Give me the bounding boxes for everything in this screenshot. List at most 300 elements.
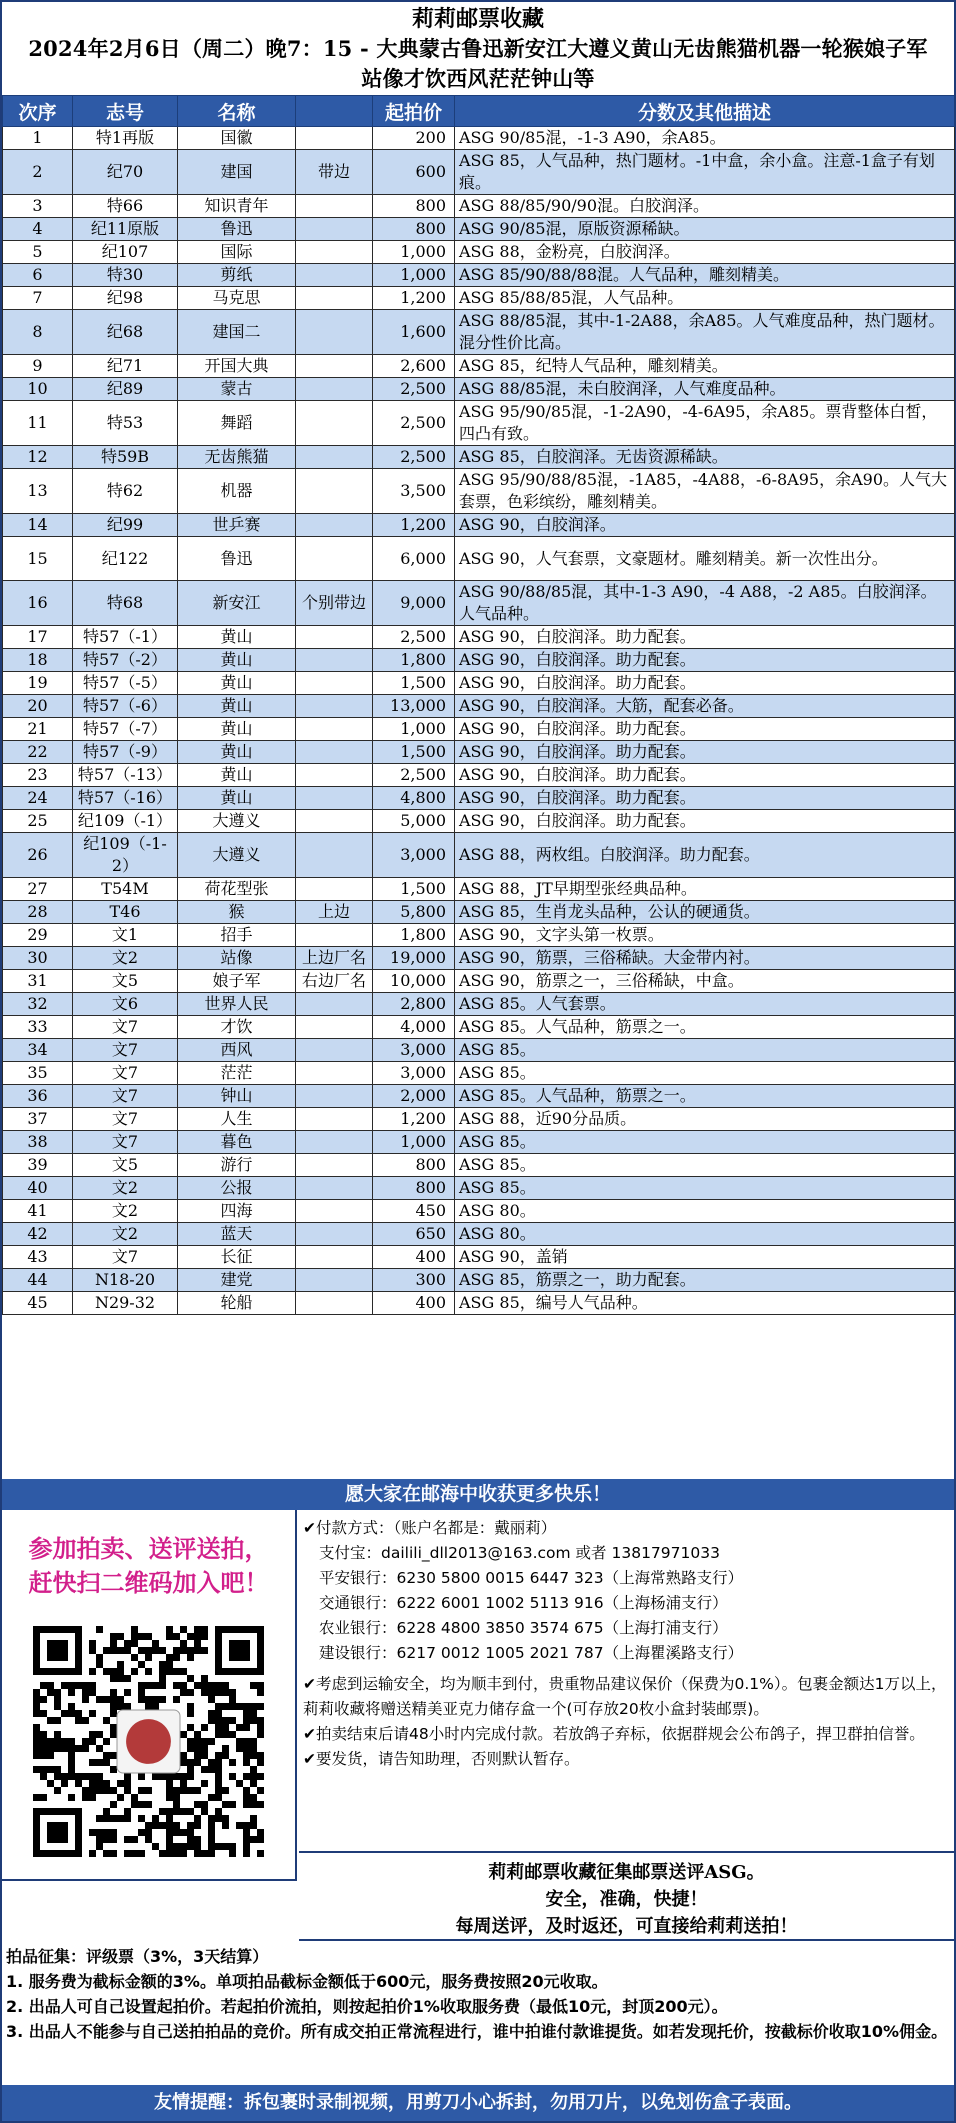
qr-module — [110, 1640, 117, 1647]
qr-module — [243, 1773, 250, 1780]
qr-module — [201, 1745, 208, 1752]
qr-module — [54, 1696, 61, 1703]
qr-module — [180, 1773, 187, 1780]
qr-module — [187, 1647, 194, 1654]
col-header-note — [296, 96, 373, 127]
lot-description: ASG 90，文字头第一枚票。 — [455, 924, 955, 947]
qr-module — [131, 1850, 138, 1857]
stamp-name: 娘子军 — [178, 970, 296, 993]
qr-module — [117, 1647, 124, 1654]
qr-module — [33, 1689, 40, 1696]
table-row — [3, 741, 955, 764]
lot-description: ASG 85。 — [455, 1154, 955, 1177]
stamp-name: 黄山 — [178, 787, 296, 810]
qr-module — [40, 1745, 47, 1752]
qr-module — [68, 1745, 75, 1752]
qr-module — [166, 1843, 173, 1850]
qr-module — [257, 1836, 264, 1843]
table-row — [3, 1292, 955, 1315]
stamp-note — [296, 1062, 373, 1085]
qr-module — [208, 1843, 215, 1850]
lot-number: 16 — [3, 581, 73, 626]
page-title: 莉莉邮票收藏 — [411, 6, 544, 32]
qr-module — [131, 1654, 138, 1661]
lot-description: ASG 88，JT早期型张经典品种。 — [455, 878, 955, 901]
lot-number: 35 — [3, 1062, 73, 1085]
qr-module — [215, 1724, 222, 1731]
qr-module — [103, 1752, 110, 1759]
col-header-name: 名称 — [178, 96, 296, 127]
stamp-note — [296, 1085, 373, 1108]
qr-module — [194, 1738, 201, 1745]
qr-module — [47, 1752, 54, 1759]
qr-module — [33, 1745, 40, 1752]
qr-module — [110, 1850, 117, 1857]
qr-module — [222, 1801, 229, 1808]
stamp-name: 站像 — [178, 947, 296, 970]
promo-panel — [2, 1510, 297, 1881]
qr-module — [187, 1738, 194, 1745]
qr-module — [138, 1696, 145, 1703]
qr-module — [250, 1773, 257, 1780]
qr-module — [138, 1829, 145, 1836]
qr-module — [152, 1696, 159, 1703]
qr-module — [89, 1640, 96, 1647]
table-row — [3, 1200, 955, 1223]
stamp-note — [296, 672, 373, 695]
qr-module — [201, 1780, 208, 1787]
start-price: 2,500 — [373, 626, 455, 649]
qr-module — [208, 1850, 215, 1857]
stamp-code: 文7 — [73, 1108, 178, 1131]
qr-module — [215, 1717, 222, 1724]
page-subtitle-line2: 站像才饮西风茫茫钟山等 — [361, 66, 595, 91]
qr-module — [138, 1850, 145, 1857]
qr-module — [110, 1766, 117, 1773]
qr-module — [166, 1836, 173, 1843]
qr-module — [96, 1843, 103, 1850]
lot-description: ASG 85。人气套票。 — [455, 993, 955, 1016]
qr-module — [243, 1752, 250, 1759]
qr-module — [82, 1682, 89, 1689]
qr-module — [159, 1661, 166, 1668]
qr-module — [229, 1843, 236, 1850]
qr-module — [201, 1808, 208, 1815]
table-row — [3, 1062, 955, 1085]
stamp-code: 纪71 — [73, 355, 178, 378]
start-price: 10,000 — [373, 970, 455, 993]
stamp-note — [296, 469, 373, 514]
qr-module — [187, 1843, 194, 1850]
stamp-note — [296, 1016, 373, 1039]
qr-module — [117, 1703, 124, 1710]
start-price: 2,000 — [373, 1085, 455, 1108]
qr-module — [173, 1773, 180, 1780]
qr-module — [96, 1626, 103, 1633]
qr-module — [222, 1815, 229, 1822]
qr-module — [89, 1682, 96, 1689]
table-row — [3, 649, 955, 672]
stamp-name: 大遵义 — [178, 833, 296, 878]
stamp-code: 特57（-5） — [73, 672, 178, 695]
lot-description: ASG 90，白胶润泽。助力配套。 — [455, 718, 955, 741]
stamp-code: 文2 — [73, 1200, 178, 1223]
table-row — [3, 1246, 955, 1269]
qr-module — [187, 1703, 194, 1710]
qr-module — [110, 1815, 117, 1822]
qr-module — [110, 1836, 117, 1843]
qr-module — [180, 1808, 187, 1815]
lot-number: 27 — [3, 878, 73, 901]
qr-module — [180, 1829, 187, 1836]
qr-module — [243, 1794, 250, 1801]
qr-module — [187, 1724, 194, 1731]
qr-module — [159, 1682, 166, 1689]
qr-module — [103, 1850, 110, 1857]
start-price: 5,000 — [373, 810, 455, 833]
stamp-note — [296, 264, 373, 287]
qr-module — [103, 1829, 110, 1836]
qr-module — [131, 1668, 138, 1675]
qr-module — [89, 1850, 96, 1857]
stamp-note — [296, 1039, 373, 1062]
qr-module — [152, 1640, 159, 1647]
qr-module — [89, 1647, 96, 1654]
qr-module — [250, 1766, 257, 1773]
stamp-note — [296, 626, 373, 649]
qr-module — [201, 1850, 208, 1857]
qr-module — [187, 1836, 194, 1843]
start-price: 13,000 — [373, 695, 455, 718]
payment-note: ✔要发货，请告知助理，否则默认暂存。 — [303, 1750, 580, 1768]
lot-number: 17 — [3, 626, 73, 649]
qr-module — [75, 1773, 82, 1780]
asg-service-box — [299, 1851, 954, 1941]
start-price: 4,000 — [373, 1016, 455, 1039]
qr-module — [152, 1773, 159, 1780]
qr-module — [96, 1815, 103, 1822]
stamp-note — [296, 218, 373, 241]
lot-description: ASG 80。 — [455, 1223, 955, 1246]
qr-module — [201, 1682, 208, 1689]
table-row — [3, 581, 955, 626]
qr-module — [180, 1682, 187, 1689]
lot-description: ASG 85。 — [455, 1131, 955, 1154]
lot-number: 3 — [3, 195, 73, 218]
start-price: 1,000 — [373, 241, 455, 264]
qr-module — [145, 1703, 152, 1710]
stamp-code: 文7 — [73, 1016, 178, 1039]
lot-description: ASG 85，人气品种，热门题材。-1中盒，余小盒。注意-1盒子有划痕。 — [455, 150, 955, 195]
qr-module — [117, 1675, 124, 1682]
stamp-note — [296, 446, 373, 469]
qr-module — [215, 1794, 222, 1801]
qr-finder — [47, 1640, 68, 1661]
stamp-note — [296, 833, 373, 878]
qr-module — [131, 1794, 138, 1801]
qr-module — [145, 1682, 152, 1689]
page-subtitle-line1: 2024年2月6日（周二）晚7：15 - 大典蒙古鲁迅新安江大遵义黄山无齿熊猫机器一轮猴娘子军 — [28, 36, 928, 61]
start-price: 1,500 — [373, 672, 455, 695]
qr-module — [82, 1787, 89, 1794]
qr-module — [89, 1710, 96, 1717]
lot-number: 36 — [3, 1085, 73, 1108]
start-price: 2,600 — [373, 355, 455, 378]
qr-module — [222, 1689, 229, 1696]
stamp-note: 右边厂名 — [296, 970, 373, 993]
qr-module — [257, 1787, 264, 1794]
qr-module — [103, 1787, 110, 1794]
lot-description: ASG 90，白胶润泽。大筋，配套必备。 — [455, 695, 955, 718]
qr-module — [243, 1843, 250, 1850]
qr-module — [124, 1703, 131, 1710]
stamp-note — [296, 649, 373, 672]
qr-module — [110, 1675, 117, 1682]
qr-module — [68, 1794, 75, 1801]
qr-module — [201, 1633, 208, 1640]
table-row — [3, 218, 955, 241]
stamp-note — [296, 378, 373, 401]
lot-number: 26 — [3, 833, 73, 878]
stamp-note — [296, 787, 373, 810]
qr-module — [187, 1689, 194, 1696]
lot-number: 41 — [3, 1200, 73, 1223]
lot-description: ASG 90，白胶润泽。助力配套。 — [455, 649, 955, 672]
lot-number: 33 — [3, 1016, 73, 1039]
qr-module — [222, 1822, 229, 1829]
stamp-name: 知识青年 — [178, 195, 296, 218]
start-price: 19,000 — [373, 947, 455, 970]
qr-module — [138, 1682, 145, 1689]
qr-module — [145, 1668, 152, 1675]
qr-module — [222, 1787, 229, 1794]
qr-code-image[interactable] — [18, 1620, 280, 1864]
stamp-name: 建国二 — [178, 310, 296, 355]
lot-description: ASG 85。 — [455, 1177, 955, 1200]
lot-number: 19 — [3, 672, 73, 695]
stamp-code: 文7 — [73, 1085, 178, 1108]
qr-module — [68, 1738, 75, 1745]
qr-module — [180, 1647, 187, 1654]
qr-module — [89, 1759, 96, 1766]
qr-module — [117, 1696, 124, 1703]
qr-module — [166, 1668, 173, 1675]
stamp-code: 纪122 — [73, 537, 178, 581]
qr-module — [124, 1850, 131, 1857]
lot-description: ASG 85/88/85混，人气品种。 — [455, 287, 955, 310]
start-price: 1,500 — [373, 878, 455, 901]
lot-description: ASG 90，盖销 — [455, 1246, 955, 1269]
qr-module — [243, 1745, 250, 1752]
qr-module — [75, 1745, 82, 1752]
qr-module — [33, 1731, 40, 1738]
stamp-name: 长征 — [178, 1246, 296, 1269]
bank-account: 建设银行：6217 0012 1005 2021 787（上海瞿溪路支行） — [319, 1644, 744, 1662]
stamp-name: 国徽 — [178, 127, 296, 150]
qr-module — [89, 1780, 96, 1787]
stamp-code: T54M — [73, 878, 178, 901]
qr-module — [243, 1801, 250, 1808]
start-price: 800 — [373, 218, 455, 241]
qr-module — [33, 1696, 40, 1703]
table-row — [3, 1154, 955, 1177]
lot-number: 8 — [3, 310, 73, 355]
qr-module — [215, 1787, 222, 1794]
qr-module — [201, 1647, 208, 1654]
start-price: 800 — [373, 195, 455, 218]
qr-module — [124, 1815, 131, 1822]
start-price: 800 — [373, 1154, 455, 1177]
qr-module — [40, 1773, 47, 1780]
start-price: 2,800 — [373, 993, 455, 1016]
start-price: 800 — [373, 1177, 455, 1200]
stamp-code: T46 — [73, 901, 178, 924]
qr-module — [110, 1829, 117, 1836]
qr-module — [173, 1787, 180, 1794]
qr-module — [110, 1696, 117, 1703]
qr-module — [222, 1843, 229, 1850]
qr-module — [250, 1738, 257, 1745]
qr-module — [194, 1752, 201, 1759]
qr-module — [124, 1675, 131, 1682]
table-row — [3, 514, 955, 537]
qr-module — [194, 1815, 201, 1822]
qr-module — [257, 1773, 264, 1780]
stamp-name: 无齿熊猫 — [178, 446, 296, 469]
col-header-price: 起拍价 — [373, 96, 455, 127]
qr-module — [110, 1647, 117, 1654]
qr-module — [40, 1794, 47, 1801]
qr-module — [222, 1752, 229, 1759]
qr-module — [173, 1696, 180, 1703]
qr-module — [40, 1766, 47, 1773]
rules-title: 拍品征集：评级票（3%，3天结算） — [6, 1947, 269, 1966]
qr-module — [173, 1843, 180, 1850]
table-row — [3, 787, 955, 810]
qr-module — [166, 1773, 173, 1780]
qr-module — [159, 1773, 166, 1780]
stamp-note: 个别带边 — [296, 581, 373, 626]
qr-module — [187, 1633, 194, 1640]
qr-module — [40, 1738, 47, 1745]
qr-module — [201, 1724, 208, 1731]
lot-number: 44 — [3, 1269, 73, 1292]
stamp-code: 特62 — [73, 469, 178, 514]
qr-code-graphic — [18, 1620, 280, 1864]
qr-module — [243, 1829, 250, 1836]
qr-module — [110, 1801, 117, 1808]
lot-description: ASG 85，白胶润泽。无齿资源稀缺。 — [455, 446, 955, 469]
qr-module — [68, 1773, 75, 1780]
qr-module — [103, 1836, 110, 1843]
payment-note: ✔考虑到运输安全，均为顺丰到付，贵重物品建议保价（保费为0.1%）。包裹金额达1万以上，莉莉收藏将赠送精美亚克力储存盒一个(可存放20枚小盒封装邮票)。 — [303, 1675, 947, 1718]
qr-module — [180, 1850, 187, 1857]
table-row — [3, 401, 955, 446]
stamp-name: 暮色 — [178, 1131, 296, 1154]
lot-description: ASG 90，白胶润泽。助力配套。 — [455, 810, 955, 833]
qr-module — [110, 1731, 117, 1738]
start-price: 6,000 — [373, 537, 455, 581]
qr-module — [152, 1843, 159, 1850]
qr-finder — [229, 1640, 250, 1661]
qr-module — [194, 1626, 201, 1633]
table-row — [3, 672, 955, 695]
qr-module — [82, 1745, 89, 1752]
qr-module — [145, 1696, 152, 1703]
lot-description: ASG 88/85/90/90混。白胶润泽。 — [455, 195, 955, 218]
qr-module — [250, 1794, 257, 1801]
qr-module — [110, 1752, 117, 1759]
qr-module — [40, 1731, 47, 1738]
promo-line2: 赶快扫二维码加入吧！ — [28, 1568, 269, 1597]
stamp-name: 西风 — [178, 1039, 296, 1062]
qr-module — [152, 1682, 159, 1689]
qr-module — [75, 1710, 82, 1717]
qr-module — [201, 1752, 208, 1759]
stamp-code: 文1 — [73, 924, 178, 947]
table-row — [3, 355, 955, 378]
qr-module — [173, 1668, 180, 1675]
lot-number: 37 — [3, 1108, 73, 1131]
qr-module — [110, 1787, 117, 1794]
qr-module — [257, 1759, 264, 1766]
qr-module — [194, 1850, 201, 1857]
qr-module — [159, 1808, 166, 1815]
qr-module — [145, 1829, 152, 1836]
qr-module — [250, 1682, 257, 1689]
qr-module — [47, 1717, 54, 1724]
table-row — [3, 695, 955, 718]
start-price: 2,500 — [373, 378, 455, 401]
qr-module — [208, 1822, 215, 1829]
stamp-name: 国际 — [178, 241, 296, 264]
qr-module — [187, 1822, 194, 1829]
bank-account: 平安银行：6230 5800 0015 6447 323（上海常熟路支行） — [319, 1569, 744, 1587]
rules-item: 1. 服务费为截标金额的3%。单项拍品截标金额低于600元，服务费按照20元收取。 — [6, 1972, 608, 1991]
start-price: 9,000 — [373, 581, 455, 626]
stamp-note — [296, 1154, 373, 1177]
qr-module — [68, 1703, 75, 1710]
lot-description: ASG 85，筋票之一，助力配套。 — [455, 1269, 955, 1292]
qr-module — [222, 1745, 229, 1752]
stamp-note — [296, 993, 373, 1016]
lot-description: ASG 90，白胶润泽。 — [455, 514, 955, 537]
qr-module — [166, 1815, 173, 1822]
stamp-note — [296, 310, 373, 355]
promo-line1: 参加拍卖、送评送拍， — [28, 1534, 269, 1563]
qr-module — [166, 1626, 173, 1633]
qr-module — [166, 1654, 173, 1661]
qr-module — [257, 1682, 264, 1689]
table-row — [3, 810, 955, 833]
qr-module — [257, 1703, 264, 1710]
stamp-code: 特57（-6） — [73, 695, 178, 718]
stamp-code: 特57（-13） — [73, 764, 178, 787]
lot-number: 15 — [3, 537, 73, 581]
start-price: 1,800 — [373, 924, 455, 947]
stamp-note: 带边 — [296, 150, 373, 195]
qr-module — [145, 1654, 152, 1661]
qr-module — [33, 1724, 40, 1731]
stamp-code: 特53 — [73, 401, 178, 446]
stamp-code: 纪99 — [73, 514, 178, 537]
lot-description: ASG 88，两枚组。白胶润泽。助力配套。 — [455, 833, 955, 878]
qr-module — [222, 1703, 229, 1710]
qr-module — [61, 1682, 68, 1689]
table-row — [3, 1269, 955, 1292]
qr-module — [96, 1780, 103, 1787]
consignment-rules — [2, 1942, 954, 2082]
